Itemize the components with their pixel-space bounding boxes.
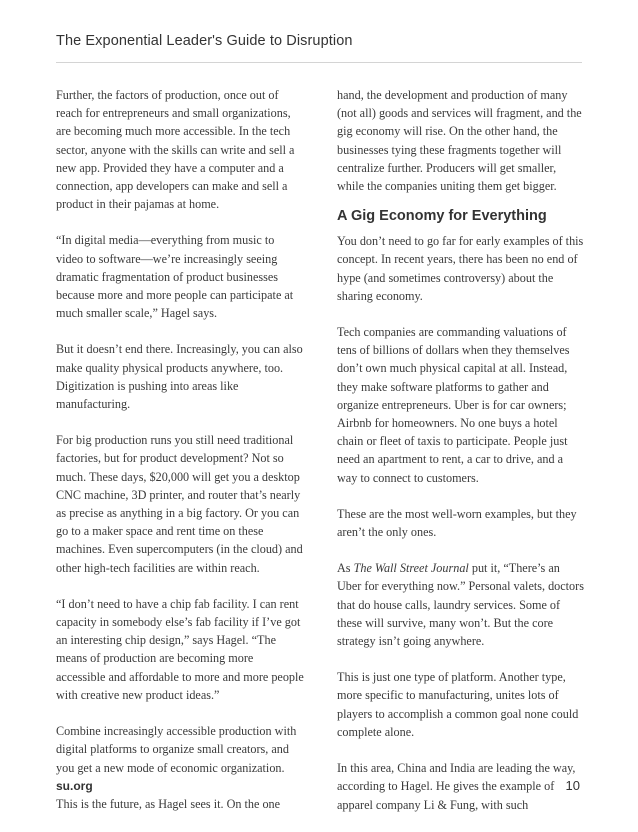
paragraph: Combine increasingly accessible production with digital platforms to organize small creators, and you get a new mode of economic organization. <box>56 724 297 775</box>
paragraph-text: As <box>337 561 354 576</box>
paragraph: Tech companies are commanding valuations of tens of billions of dollars when they themselves don’t own much physical capital at all. Instead, they make software platforms to gather and organize entrepreneurs. Uber is for car owners; Airbnb for homeowners. No one buys a hotel chain or fleet of taxis to participate. People just need an apartment to rent, a car to drive, and a way to connect to customers. <box>337 325 570 485</box>
paragraph: “I don’t need to have a chip fab facility. I can rent capacity in somebody else’s fab facility if I’ve got an interesting chip design,” says Hagel. “The means of production are becoming more accessible and affordable to more and more people with creative new product ideas.” <box>56 596 304 702</box>
paragraph: In this area, China and India are leading the way, according to Hagel. He gives the example of apparel company Li & Fung, with such <box>337 761 576 812</box>
header-divider <box>56 62 582 63</box>
paragraph: But it doesn’t end there. Increasingly, you can also make quality physical products anywhere, too. Digitization is pushing into areas like manufacturing. <box>56 342 303 412</box>
right-column <box>337 86 585 832</box>
paragraph: For big production runs you still need traditional factories, but for product development? Not so much. These days, $20,000 will get you a desktop CNC machine, 3D printer, and router that’s nearly as precise as anything in a big factory. Or you can go to a maker space and rent time on these machines. Even supercomputers (in the cloud) and other high-tech facilities are within reach. <box>56 433 303 575</box>
page-number: 10 <box>565 778 580 793</box>
paragraph: This is just one type of platform. Another type, more specific to manufacturing, unites lots of players to accomplish a common goal none could complete alone. <box>337 670 579 739</box>
paragraph: This is the future, as Hagel sees it. On the one <box>56 796 281 811</box>
paragraph: hand, the development and production of many (not all) goods and services will fragment, and the gig economy will rise. On the other hand, the businesses tying these fragments together will centralize further. Producers will get smaller, while the companies uniting them get bigger. <box>337 88 582 194</box>
footer-site-link[interactable]: su.org <box>56 779 93 793</box>
paragraph <box>337 559 585 650</box>
paragraph: “In digital media—everything from music to video to software—we’re increasingly seeing dramatic fragmentation of product businesses because more and more people can participate at much smaller scale,” Hagel says. <box>56 233 294 321</box>
publication-title: The Wall Street Journal <box>353 561 469 576</box>
section-heading: A Gig Economy for Everything <box>337 208 547 225</box>
paragraph: Further, the factors of production, once out of reach for entrepreneurs and small organizations, are becoming much more accessible. In the tech sector, anyone with the skills can write and sell a new app. Provided they have a computer and a connection, app developers can make and sell a product in their pajamas at home. <box>56 88 295 212</box>
paragraph: These are the most well-worn examples, but they aren’t the only ones. <box>337 506 577 540</box>
paragraph-text: put it, “There’s an Uber for everything now.” Personal valets, doctors that do house calls, laundry services. Some of these will survive, many won’t. But the core strategy isn’t going anywhere. <box>337 561 584 649</box>
running-header: The Exponential Leader's Guide to Disruption <box>56 33 353 49</box>
paragraph: You don’t need to go far for early examples of this concept. In recent years, there has been no end of hype (and sometimes controversy) about the sharing economy. <box>337 234 584 303</box>
left-column <box>56 86 304 831</box>
